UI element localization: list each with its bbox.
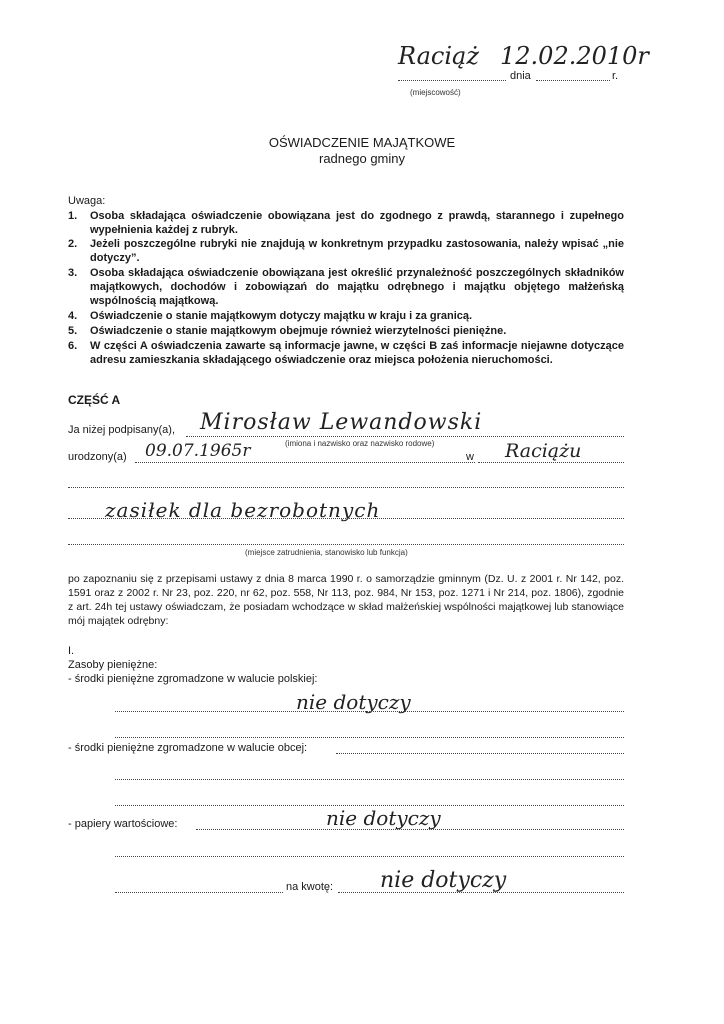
job-dotted-line	[68, 518, 624, 519]
rule-number: 4.	[68, 310, 78, 322]
rule-number: 3.	[68, 267, 78, 279]
rule-3	[68, 266, 624, 308]
foreign-dotted-line-2	[115, 779, 624, 780]
name-dotted-line	[186, 436, 624, 437]
papiery-dotted-line	[196, 829, 624, 830]
rule-text: Osoba składająca oświadczenie obowiązana jest do zgodnego z prawdą, starannego i zupełnego wypełnienia każdej z rubryk.	[90, 210, 624, 236]
papiery-handwritten: nie dotyczy	[326, 806, 441, 830]
rule-number: 2.	[68, 238, 78, 250]
place-caption: (miejscowość)	[410, 88, 461, 97]
rule-5	[68, 324, 624, 338]
rule-text: Oświadczenie o stanie majątkowym dotyczy majątku w kraju i za granicą.	[90, 310, 473, 322]
job-caption: (miejsce zatrudnienia, stanowisko lub funkcja)	[245, 548, 408, 557]
kwota-left-dotted-line	[115, 892, 283, 893]
podpisany-label: Ja niżej podpisany(a),	[68, 424, 176, 436]
place-dotted-line	[398, 80, 506, 81]
rule-4	[68, 309, 624, 323]
uwaga-label: Uwaga:	[68, 195, 106, 207]
birthdate-dotted-line	[135, 462, 475, 463]
section-roman-numeral: I.	[68, 645, 75, 657]
rule-1	[68, 209, 624, 237]
birthplace-handwritten: Raciążu	[505, 440, 582, 462]
rule-number: 1.	[68, 210, 78, 222]
kwota-handwritten: nie dotyczy	[380, 868, 507, 893]
foreign-label: - środki pieniężne zgromadzone w walucie obcej:	[68, 742, 308, 754]
name-handwritten: Mirosław Lewandowski	[200, 410, 483, 435]
birthplace-dotted-line	[478, 462, 624, 463]
papiery-dotted-line-2	[115, 856, 624, 857]
kwota-label: na kwotę:	[286, 881, 334, 893]
pln-handwritten: nie dotyczy	[296, 690, 411, 714]
place-handwritten: Raciąż	[398, 42, 479, 70]
dnia-label: dnia	[510, 70, 531, 82]
document-title: OŚWIADCZENIE MAJĄTKOWE	[268, 135, 456, 150]
foreign-dotted-line	[336, 753, 624, 754]
blank-dotted-line-1	[68, 487, 624, 488]
pln-dotted-line	[115, 711, 624, 712]
rule-text: Oświadczenie o stanie majątkowym obejmuje również wierzytelności pieniężne.	[90, 325, 507, 337]
urodzony-label: urodzony(a)	[68, 451, 127, 463]
r-label: r.	[612, 70, 619, 82]
papiery-label: - papiery wartościowe:	[68, 818, 178, 830]
birthdate-handwritten: 09.07.1965r	[145, 441, 251, 461]
rule-number: 5.	[68, 325, 78, 337]
rule-text: Osoba składająca oświadczenie obowiązana jest określić przynależność poszczególnych składników majątkowych, dochodów i zobowiązań do majątku odrębnego i majątku objętego małżeńską wspólnością majątkową.	[90, 267, 624, 307]
job-handwritten: zasiłek dla bezrobotnych	[105, 498, 381, 522]
czesc-a-heading: CZĘŚĆ A	[68, 393, 121, 407]
statement-paragraph: po zapoznaniu się z przepisami ustawy z dnia 8 marca 1990 r. o samorządzie gminnym (Dz. U. z 2001 r. Nr 142, poz. 1591 oraz z 2002 r. Nr 23, poz. 220, nr 62, poz. 558, Nr 113, poz. 984, Nr 153, poz. 1271 i Nr 214, poz. 1806), zgodnie z art. 24h tej ustawy oświadczam, że posiadam wchodzące w skład małżeńskiej wspólności majątkowej lub stanowiące mój majątek odrębny:	[68, 573, 624, 627]
blank-dotted-line-2	[68, 544, 624, 545]
document-subtitle: radnego gminy	[319, 151, 405, 166]
date-dotted-line	[536, 80, 610, 81]
rule-6	[68, 339, 624, 381]
name-caption: (imiona i nazwisko oraz nazwisko rodowe)	[285, 439, 435, 448]
pln-label: - środki pieniężne zgromadzone w walucie polskiej:	[68, 673, 318, 685]
rule-number: 6.	[68, 340, 78, 352]
rule-text: W części A oświadczenia zawarte są informacje jawne, w części B zaś informacje niejawne dotyczące adresu zamieszkania składającego oświadczenie oraz miejsca położenia nieruchomości.	[90, 340, 624, 366]
rule-text: Jeżeli poszczególne rubryki nie znajdują w konkretnym przypadku zastosowania, należy wpisać „nie dotyczy”.	[90, 238, 624, 264]
pln-dotted-line-2	[115, 737, 624, 738]
kwota-dotted-line	[338, 892, 624, 893]
rule-2	[68, 237, 624, 265]
date-handwritten: 12.02.2010r	[500, 42, 649, 70]
zasoby-label: Zasoby pieniężne:	[68, 659, 158, 671]
w-label: w	[466, 451, 474, 463]
